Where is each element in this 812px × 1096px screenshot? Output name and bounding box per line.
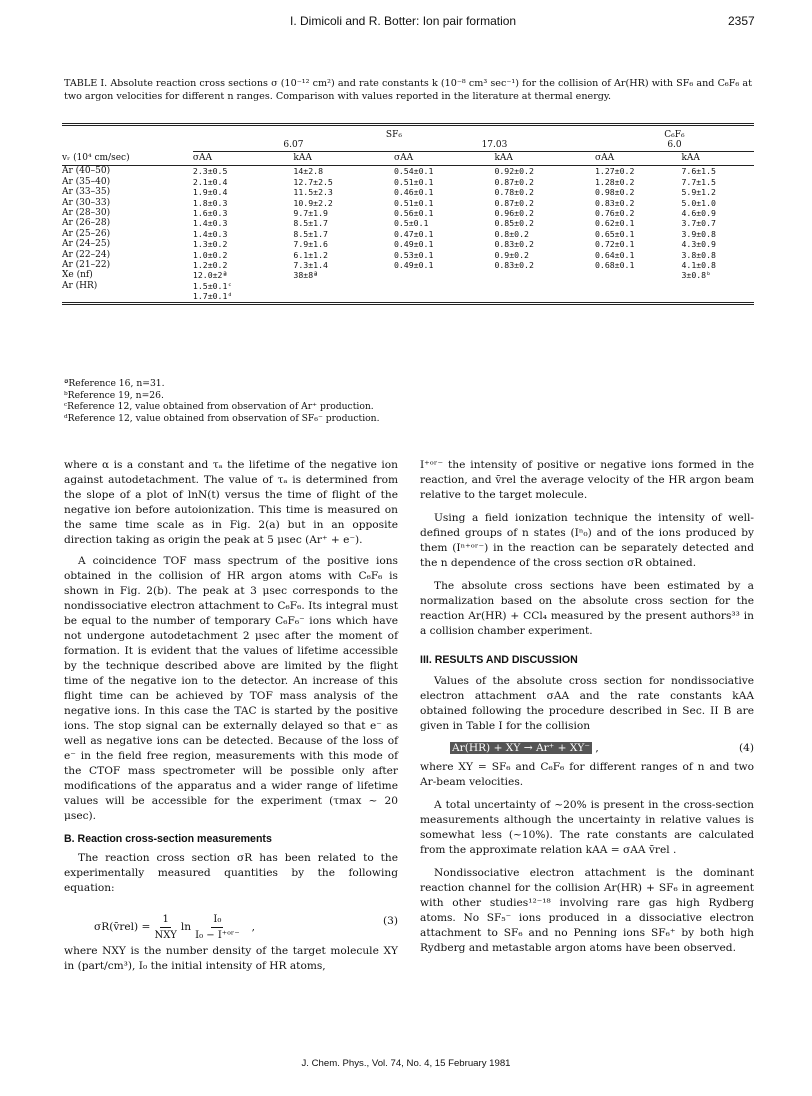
paragraph: where XY = SF₆ and C₆F₆ for different ranges of n and two Ar-beam velocities.	[420, 761, 754, 788]
footnote: ᶜReference 12, value obtained from observation of Ar⁺ production.	[64, 401, 374, 413]
table-cell	[394, 270, 495, 280]
table-cell	[394, 291, 495, 303]
table-cell: 8.5±1.7	[293, 228, 328, 239]
row-label: Ar (26–28)	[62, 218, 111, 229]
table-cell: 0.87±0.2	[494, 197, 534, 208]
page-number: 2357	[728, 14, 755, 28]
table-row	[62, 250, 754, 260]
group-sf6: SF₆	[385, 130, 402, 140]
paragraph: where α is a constant and τₐ the lifetime of the negative ion against autodetachment. The value of τₐ is determined from the slope of a plot of lnN(t) versus the time of flight of the negative ion before autoionization. This time is measured on the same time scale as in Fig. 2(a) but in an opposite direction taking as origin the peak at 5 μsec (Ar⁺ + e⁻).	[64, 459, 398, 546]
table-cell: 0.96±0.2	[494, 207, 534, 218]
right-column	[420, 458, 754, 956]
group-c6f6: C₆F₆	[664, 130, 685, 140]
table-cell: 4.1±0.8	[681, 259, 716, 270]
table-cell: 3.9±0.8	[681, 228, 716, 239]
col-header-sigma: σAA	[393, 153, 414, 164]
table-row	[62, 291, 754, 303]
velocity-2: 17.03	[394, 140, 595, 151]
table-row	[62, 260, 754, 270]
table-cell: 1.9±0.4	[192, 187, 228, 198]
table-cell: 38±8ª	[293, 270, 319, 281]
col-header-k: kAA	[681, 153, 700, 164]
section-heading: III. RESULTS AND DISCUSSION	[420, 654, 578, 666]
footnote: ᵈReference 12, value obtained from observation of SF₆⁻ production.	[64, 412, 380, 424]
table-cell: 1.28±0.2	[594, 176, 635, 187]
row-label: Ar (33–35)	[62, 187, 111, 198]
row-label: Ar (28–30)	[62, 207, 111, 218]
eq-fraction: I₀ I₀ − I⁺ᵒʳ⁻	[195, 914, 240, 941]
paragraph: Nondissociative electron attachment is the dominant reaction channel for the collision Ar(HR) + SF₆ in agreement with other studies¹²⁻¹⁸ involving rare gas high Rydberg atoms. No SF₅⁻ ions produced in a dissociative electron attachment to SF₆ and no Penning ions SF₆⁺ by both high Rydberg and metastable argon atoms have been observed.	[420, 867, 754, 954]
table-header-row-columns	[62, 151, 754, 166]
table-header-row-velocity	[62, 140, 754, 151]
table-cell: 7.9±1.6	[293, 239, 328, 250]
row-label: Xe (nf)	[62, 270, 93, 281]
table-cell: 12.7±2.5	[293, 176, 333, 187]
table-cell	[595, 270, 682, 280]
paragraph: where NXY is the number density of the target molecule XY in (part/cm³), I₀ the initial intensity of HR atoms,	[64, 945, 398, 972]
table-row	[62, 177, 754, 187]
row-label: Ar (24–25)	[62, 239, 111, 250]
equation-4: Ar(HR) + XY → Ar⁺ + XY⁻ , (4)	[452, 742, 754, 754]
journal-footer: J. Chem. Phys., Vol. 74, No. 4, 15 February 1981	[301, 1058, 511, 1069]
table-cell: 6.1±1.2	[293, 249, 328, 260]
table-cell: 0.87±0.2	[494, 176, 534, 187]
table-cell: 0.64±0.1	[594, 249, 635, 260]
table-cell: 0.83±0.2	[494, 259, 534, 270]
table-cell: 1.3±0.2	[192, 239, 228, 250]
equation-number: (4)	[738, 742, 754, 754]
row-label: Ar (HR)	[62, 280, 98, 291]
table-caption: TABLE I. Absolute reaction cross sections σ (10⁻¹² cm²) and rate constants k (10⁻⁸ cm³ sec⁻¹) for the collision of Ar(HR) with SF₆ and C₆F₆ at two argon velocities for different n ranges. Comparison with values reported in the literature at thermal energy.	[64, 78, 752, 102]
table-row	[62, 208, 754, 218]
table-cell: 0.53±0.1	[393, 249, 434, 260]
table-cell	[494, 281, 595, 291]
table-row	[62, 281, 754, 291]
table-cell: 0.8±0.2	[494, 228, 529, 239]
velocity-3: 6.0	[595, 140, 754, 151]
table-row	[62, 270, 754, 280]
table-cell: 11.5±2.3	[293, 187, 333, 198]
table-cell: 0.47±0.1	[393, 228, 434, 239]
table-cell: 1.5±0.1ᶜ	[192, 280, 233, 291]
table-row	[62, 198, 754, 208]
table-cell: 1.4±0.3	[192, 218, 228, 229]
table-cell: 5.0±1.0	[681, 197, 716, 208]
table-cell: 1.2±0.2	[192, 259, 228, 270]
table-cell	[595, 281, 682, 291]
table-cell: 0.85±0.2	[494, 218, 534, 229]
table-cell: 3.7±0.7	[681, 218, 716, 229]
table-cell: 1.4±0.3	[192, 228, 228, 239]
col-header-k: kAA	[494, 153, 513, 164]
table-cell: 1.8±0.3	[192, 197, 228, 208]
table-cell: 0.78±0.2	[494, 187, 534, 198]
row-label: Ar (40–50)	[62, 166, 111, 177]
table-cell: 9.7±1.9	[293, 207, 328, 218]
table-cell: 0.92±0.2	[494, 166, 534, 177]
row-label: Ar (25–26)	[62, 228, 111, 239]
table-row	[62, 229, 754, 239]
paragraph: The reaction cross section σR has been related to the experimentally measured quantities by the following equation:	[64, 852, 398, 894]
table-cell: 0.54±0.1	[393, 166, 434, 177]
paragraph: The absolute cross sections have been estimated by a normalization based on the absolute cross section for the reaction Ar(HR) + CCl₄ measured by the present authors³³ in a collision chamber experiment.	[420, 580, 754, 637]
table-cell: 5.9±1.2	[681, 187, 716, 198]
row-label-header: vᵣ (10⁴ cm/sec)	[62, 153, 130, 164]
table-footnotes	[64, 378, 380, 424]
table-cell: 0.83±0.2	[494, 239, 534, 250]
paragraph: I⁺ᵒʳ⁻ the intensity of positive or negative ions formed in the reaction, and v̄rel the average velocity of the HR argon beam relative to the target molecule.	[420, 459, 754, 501]
table-cell: 0.72±0.1	[594, 239, 635, 250]
equation-3: σR(v̄rel) = 1 NXY ln I₀ I₀ − I⁺ᵒʳ⁻ , (3)	[94, 914, 398, 941]
row-label: Ar (30–33)	[62, 197, 111, 208]
table-cell: 0.56±0.1	[393, 207, 434, 218]
paragraph: A coincidence TOF mass spectrum of the positive ions obtained in the collision of HR argon atoms with C₆F₆ is shown in Fig. 2(b). The peak at 3 μsec corresponds to the nondissociative electron attachment to C₆F₆. Its integral must be equal to the number of temporary C₆F₆⁻ ions which have not undergone autodetachment 2 μsec after the moment of formation. It is evident that the values of lifetime accessible by the technique described above are limited by the flight time of the negative ion to the detector. An increase of this flight time can be achieved by TOF mass analysis of the negative ions. In this case the TAC is started by the positive ions. The stop signal can be externally delayed so that e⁻ as well as negative ions can be detected. Because of the loss of e⁻ in the field free region, measurements with this mode of the CTOF mass spectrometer will be possible only after modifications of the apparatus and a wider range of lifetime values will be accessible for the experiment (τmax ~ 20 μsec).	[64, 555, 398, 822]
table-cell: 4.6±0.9	[681, 207, 716, 218]
table-cell: 2.3±0.5	[192, 166, 228, 177]
table-cell: 0.51±0.1	[393, 176, 434, 187]
table-row	[62, 166, 754, 177]
table-cell: 7.6±1.5	[681, 166, 716, 177]
footnote: ᵇReference 19, n=26.	[64, 389, 164, 401]
table-cell: 3±0.8ᵇ	[681, 270, 712, 281]
table-cell	[494, 291, 595, 303]
eq-lhs: σR(v̄rel) =	[94, 921, 151, 933]
row-label	[62, 291, 193, 303]
running-title: I. Dimicoli and R. Botter: Ion pair formation	[290, 14, 517, 28]
table-cell: 0.46±0.1	[393, 187, 434, 198]
section-heading: B. Reaction cross-section measurements	[64, 833, 272, 845]
table-cell	[293, 291, 394, 303]
eq-fraction: 1 NXY	[154, 914, 177, 941]
table-cell: 0.49±0.1	[393, 259, 434, 270]
table-cell	[681, 291, 754, 303]
table-row	[62, 187, 754, 197]
table-cell: 10.9±2.2	[293, 197, 333, 208]
col-header-sigma: σAA	[594, 153, 615, 164]
table-cell: 1.0±0.2	[192, 249, 228, 260]
table-cell: 1.6±0.3	[192, 207, 228, 218]
table-cell: 0.9±0.2	[494, 249, 529, 260]
highlighted-reaction: Ar(HR) + XY → Ar⁺ + XY⁻	[452, 742, 590, 754]
footnote: ªReference 16, n=31.	[64, 378, 165, 389]
table-cell: 12.0±2ª	[192, 270, 228, 281]
table-cell: 7.7±1.5	[681, 176, 716, 187]
table-cell: 0.76±0.2	[594, 207, 635, 218]
table-cell: 0.51±0.1	[393, 197, 434, 208]
table-cell: 2.1±0.4	[192, 176, 228, 187]
table-cell: 1.7±0.1ᵈ	[192, 291, 233, 302]
table-cell	[293, 281, 394, 291]
table-cell: 0.83±0.2	[594, 197, 635, 208]
table-cell	[394, 281, 495, 291]
paragraph: A total uncertainty of ~20% is present in the cross-section measurements although the uncertainty in relative values is somewhat less (~10%). The rate constants are calculated from the approximate relation kAA = σAA v̄rel .	[420, 799, 754, 856]
table-cell: 0.5±0.1	[393, 218, 429, 229]
table-cell: 0.98±0.2	[594, 187, 635, 198]
velocity-1: 6.07	[193, 140, 394, 151]
table-row	[62, 239, 754, 249]
col-header-sigma: σAA	[192, 153, 213, 164]
table-cell	[595, 291, 682, 303]
table-cell: 7.3±1.4	[293, 259, 328, 270]
col-header-k: kAA	[293, 153, 312, 164]
row-label: Ar (21–22)	[62, 259, 111, 270]
data-table	[62, 123, 754, 305]
table-cell: 14±2.8	[293, 166, 323, 177]
paragraph: Using a field ionization technique the intensity of well-defined groups of n states (Iⁿ₀) and of the ions produced by them (Iⁿ⁺ᵒʳ⁻) in the reaction can be separately detected and the n dependence of the cross section σR obtained.	[420, 512, 754, 569]
table-cell: 4.3±0.9	[681, 239, 716, 250]
table-cell: 0.49±0.1	[393, 239, 434, 250]
table-header-row-groups	[62, 125, 754, 141]
table-cell: 3.8±0.8	[681, 249, 716, 260]
table-cell: 0.62±0.1	[594, 218, 635, 229]
row-label: Ar (35–40)	[62, 176, 111, 187]
table-cell	[494, 270, 595, 280]
table-row	[62, 218, 754, 228]
table-cell	[681, 281, 754, 291]
table-cell: 8.5±1.7	[293, 218, 328, 229]
row-label: Ar (22–24)	[62, 249, 111, 260]
table-cell: 0.68±0.1	[594, 259, 635, 270]
table-cell: 1.27±0.2	[594, 166, 635, 177]
equation-number: (3)	[382, 915, 398, 927]
paragraph: Values of the absolute cross section for nondissociative electron attachment σAA and the rate constants kAA obtained following the procedure described in Sec. II B are given in Table I for the collision	[420, 675, 754, 732]
left-column	[64, 458, 398, 974]
table-cell: 0.65±0.1	[594, 228, 635, 239]
